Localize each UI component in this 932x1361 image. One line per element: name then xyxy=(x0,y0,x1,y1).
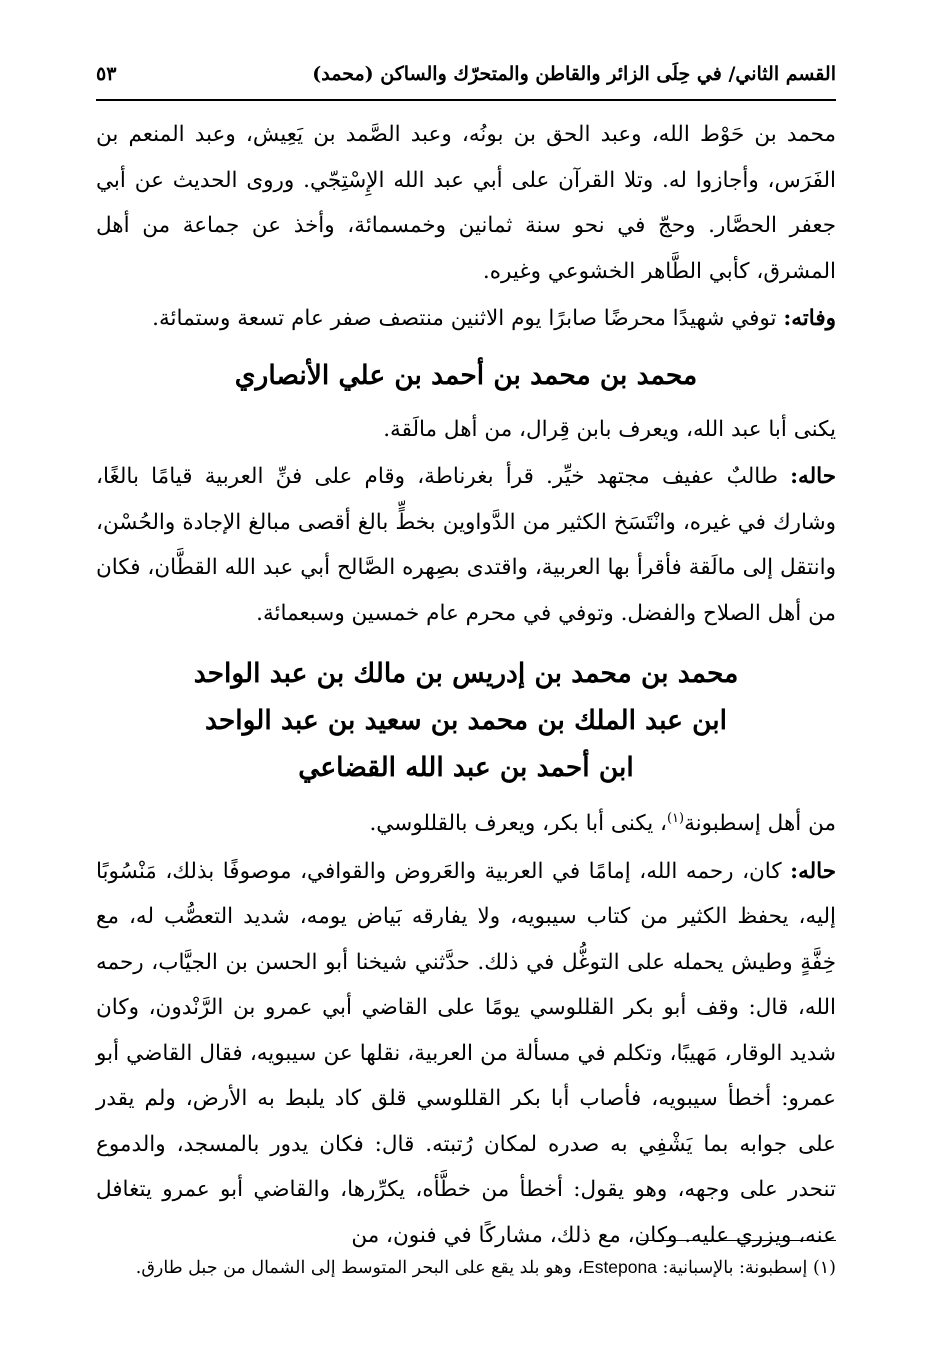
entry-2-title-line: ابن عبد الملك بن محمد بن سعيد بن عبد الواحد xyxy=(204,705,728,736)
footnote-latin-term: Estepona xyxy=(583,1257,657,1277)
footnote-text-before: إسطبونة: بالإسبانية: xyxy=(662,1258,808,1278)
running-header xyxy=(96,52,836,96)
entry-1-title: محمد بن محمد بن أحمد بن علي الأنصاري xyxy=(234,359,698,391)
entry-2-state-text: كان، رحمه الله، إمامًا في العربية والعَروض والقوافي، موصوفًا بذلك، مَنْسُوبًا إليه، يحفظ الكثير من كتاب سيبويه، ولا يفارقه بَياض يومه، شديد التعصُّب له، مع خِفَّةٍ وطيش يحمله على التوغُّل في ذلك. حدَّثني شيخنا أبو الحسن بن الجيَّاب، رحمه الله، قال: وقف أبو بكر القللوسي يومًا على القاضي أبي عمرو بن الرَّنْدون، وكان شديد الوقار، مَهيبًا، وتكلم في مسألة من العربية، نقلها عن سيبويه، فقال القاضي أبو عمرو: أخطأ سيبويه، فأصاب أبا بكر القللوسي قلق كاد يلبط به الأرض، ولم يقدر على جوابه بما يَشْفِي به صدره لمكان رُتبته. قال: فكان يدور بالمسجد، والدموع تنحدر على وجهه، وهو يقول: أخطأ من خطَّأه، يكرِّرها، والقاضي أبو عمرو يتغافل عنه، ويزري عليه. وكان، مع ذلك، مشاركًا في فنون، من xyxy=(96,858,836,1248)
main-text xyxy=(96,112,836,1258)
entry-2-title-line: ابن أحمد بن عبد الله القضاعي xyxy=(298,752,634,783)
footnote-reference[interactable]: (١) xyxy=(666,810,685,826)
footnote-marker: (١) xyxy=(812,1258,836,1278)
entry-2-origin-before: من أهل إسطبونة xyxy=(684,811,836,836)
entry-2-title-line: محمد بن محمد بن إدريس بن مالك بن عبد الواحد xyxy=(193,658,739,689)
footnote-rule xyxy=(640,1240,836,1241)
entry-1-state-text: طالبٌ عفيف مجتهد خيِّر. قرأ بغرناطة، وقام على فنِّ العربية قيامًا بالغًا، وشارك في غيره، وانْتَسَخ الكثير من الدَّواوين بخطٍّ بالغ أقصى مبالغ الإجادة والحُسْن، وانتقل إلى مالَقة فأقرأ بها العربية، واقتدى بصِهره الصَّالح أبي عبد الله القطَّان، فكان من أهل الصلاح والفضل. وتوفي في محرم عام خمسين وسبعمائة. xyxy=(96,464,836,626)
footnote xyxy=(96,1250,836,1285)
intro-paragraph: محمد بن حَوْط الله، وعبد الحق بن بونُه، وعبد الصَّمد بن يَعِيش، وعبد المنعم بن الفَرَس، وأجازوا له. وتلا القرآن على أبي عبد الله الإِسْتِجّي. وروى الحديث عن أبي جعفر الحصَّار. وحجّ في نحو سنة ثمانين وخمسمائة، وأخذ عن جماعة من أهل المشرق، كأبي الطَّاهر الخشوعي وغيره. xyxy=(96,122,836,284)
death-paragraph xyxy=(96,296,836,342)
entry-1-state-label: حاله: xyxy=(790,464,836,489)
entry-2-title xyxy=(96,650,836,791)
entry-2-state xyxy=(96,849,836,1259)
entry-1-kunya: يكنى أبا عبد الله، ويعرف بابن قِرال، من أهل مالَقة. xyxy=(383,416,836,442)
death-text: توفي شهيدًا محرضًا صابرًا يوم الاثنين منتصف صفر عام تسعة وستمائة. xyxy=(152,306,777,331)
entry-2-origin-after: ، يكنى أبا بكر، ويعرف بالقللوسي. xyxy=(369,811,667,836)
entry-2-state-label: حاله: xyxy=(790,858,836,884)
entry-2-origin xyxy=(96,801,836,847)
footnote-text-after: ، وهو بلد يقع على البحر المتوسط إلى الشمال من جبل طارق. xyxy=(135,1258,584,1278)
header-rule xyxy=(96,99,836,101)
running-title: القسم الثاني/ في حِلَى الزائر والقاطن والمتحرّك والساكن (محمد) xyxy=(312,63,836,85)
death-label: وفاته: xyxy=(783,306,836,331)
page-number: ٥٣ xyxy=(96,63,117,85)
entry-1-state xyxy=(96,454,836,636)
